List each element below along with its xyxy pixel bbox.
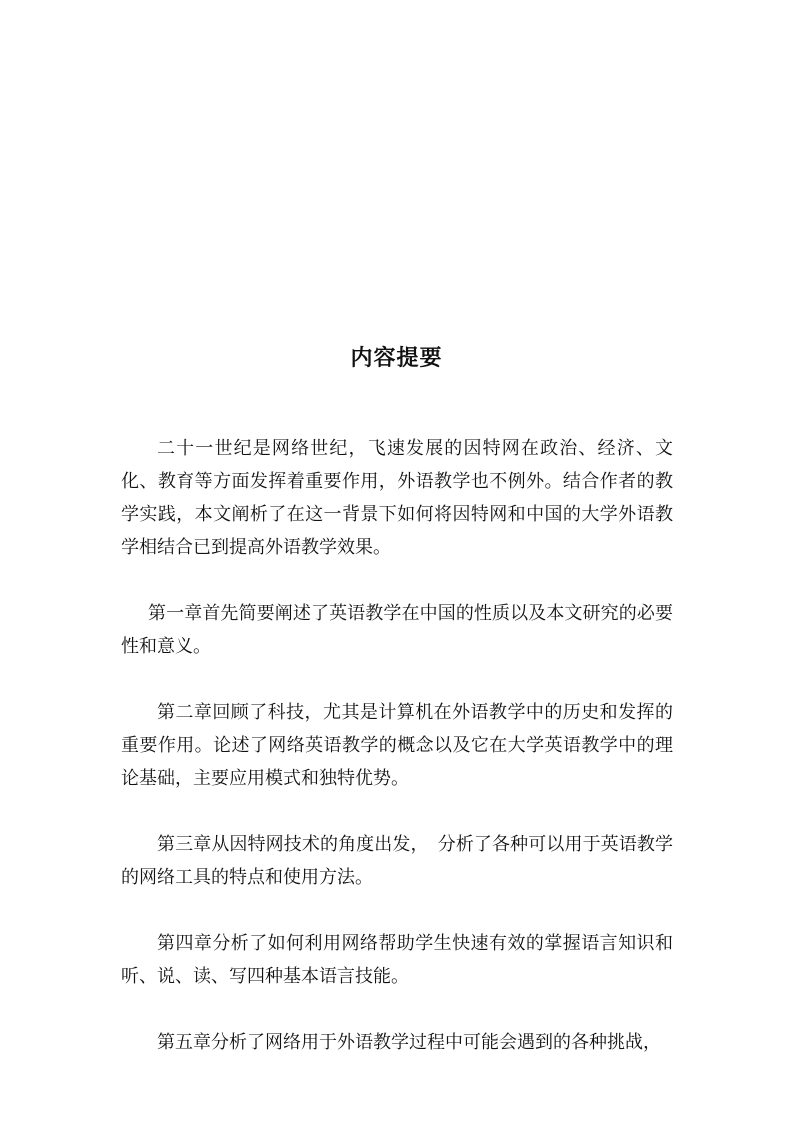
paragraph-chapter-2: 第二章回顾了科技，尤其是计算机在外语教学中的历史和发挥的重要作用。论述了网络英语教学的概念以及它在大学英语教学中的理论基础，主要应用模式和独特优势。 [121, 702, 673, 789]
document-body [121, 432, 673, 1092]
paragraph-chapter-5: 第五章分析了网络用于外语教学过程中可能会遇到的各种挑战， [157, 1032, 661, 1053]
page-title: 内容提要 [350, 345, 443, 371]
paragraph-chapter-1: 第一章首先简要阐述了英语教学在中国的性质以及本文研究的必要性和意义。 [121, 603, 673, 657]
paragraph-chapter-3: 第三章从因特网技术的角度出发， 分析了各种可以用于英语教学的网络工具的特点和使用方法。 [121, 834, 673, 888]
paragraph-intro: 二十一世纪是网络世纪，飞速发展的因特网在政治、经济、文化、教育等方面发挥着重要作用，外语教学也不例外。结合作者的教学实践，本文阐析了在这一背景下如何将因特网和中国的大学外语教学相结合已到提高外语教学效果。 [121, 438, 673, 558]
paragraph-chapter-4: 第四章分析了如何利用网络帮助学生快速有效的掌握语言知识和听、说、读、写四种基本语言技能。 [121, 933, 673, 987]
